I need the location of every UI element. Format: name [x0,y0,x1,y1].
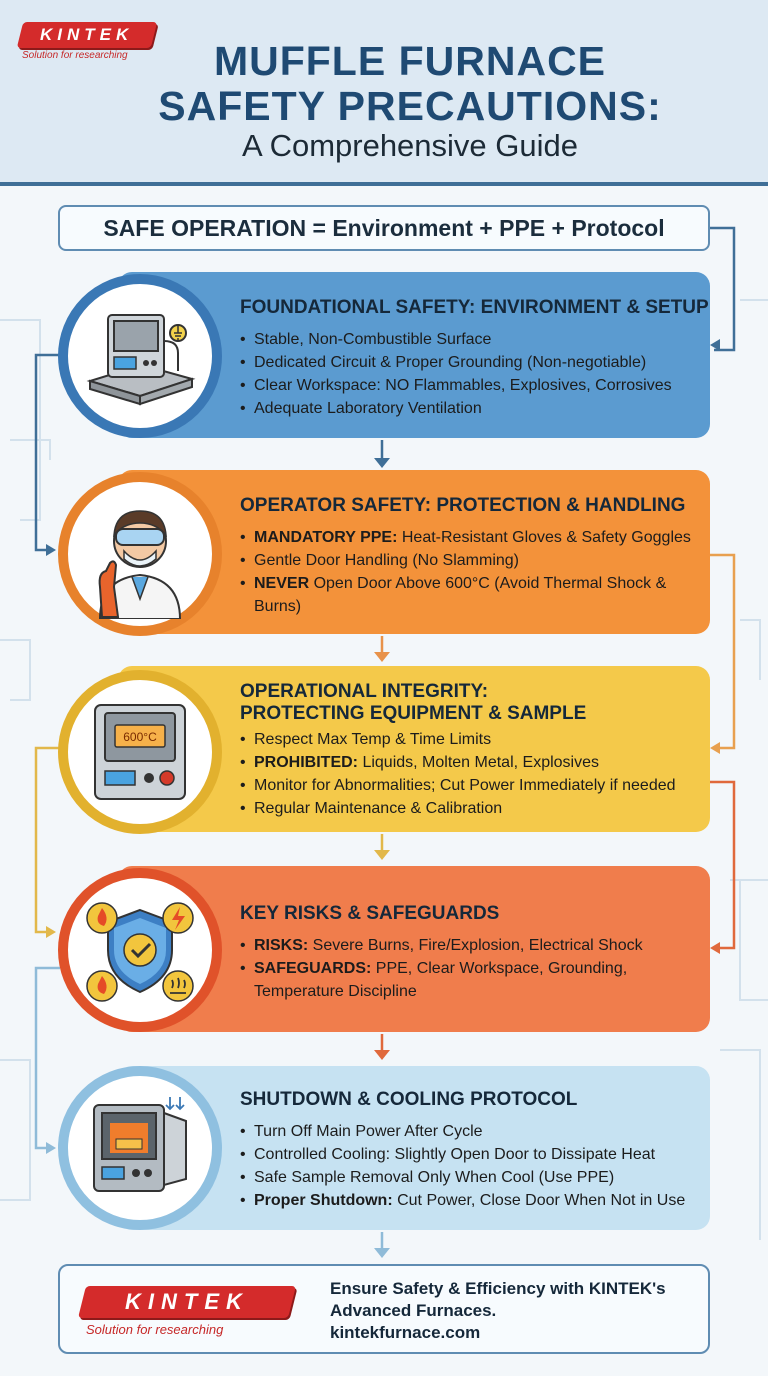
safe-operation-equation: SAFE OPERATION = Environment + PPE + Protocol [58,205,710,251]
page-title-line1: MUFFLE FURNACE [213,38,607,84]
list-item: • Regular Maintenance & Calibration [240,797,710,820]
furnace-controller-icon-circle [58,670,222,834]
list-item: • NEVER Open Door Above 600°C (Avoid Thermal Shock & Burns) [240,572,700,618]
risk-shield-icon-circle [58,868,222,1032]
list-item: • Controlled Cooling: Slightly Open Door to Dissipate Heat [240,1143,710,1166]
section-list [240,934,680,1003]
open-furnace-icon-circle [58,1066,222,1230]
section-title-line2: PROTECTING EQUIPMENT & SAMPLE [240,703,587,724]
section-title: FOUNDATIONAL SAFETY: ENVIRONMENT & SETUP [240,297,709,318]
list-item: • Respect Max Temp & Time Limits [240,728,710,751]
list-item: • Gentle Door Handling (No Slamming) [240,549,700,572]
list-item: • Turn Off Main Power After Cycle [240,1120,710,1143]
list-item: • Stable, Non-Combustible Surface [240,328,700,351]
section-title: OPERATOR SAFETY: PROTECTION & HANDLING [240,495,686,516]
section-list [240,526,700,618]
list-item: • SAFEGUARDS: PPE, Clear Workspace, Grounding, Temperature Discipline [240,957,680,1003]
furnace-ground-icon-circle [58,274,222,438]
footer-banner [58,1264,710,1354]
list-item: • RISKS: Severe Burns, Fire/Explosion, Electrical Shock [240,934,680,957]
section-title: OPERATIONAL INTEGRITY: [240,681,489,702]
logo-badge: KINTEK [17,22,157,48]
section-title: SHUTDOWN & COOLING PROTOCOL [240,1089,578,1110]
logo-tagline: Solution for researching [86,1322,224,1337]
list-item: • MANDATORY PPE: Heat-Resistant Gloves & Safety Goggles [240,526,700,549]
section-title: KEY RISKS & SAFEGUARDS [240,903,500,924]
section-list [240,328,700,420]
logo-tagline: Solution for researching [22,50,128,61]
list-item: • PROHIBITED: Liquids, Molten Metal, Explosives [240,751,710,774]
shield-hazard-icon [80,890,200,1010]
list-item: • Adequate Laboratory Ventilation [240,397,700,420]
logo-badge: KINTEK [78,1286,296,1318]
footer-url-link[interactable]: kintekfurnace.com [330,1323,481,1342]
list-item: • Safe Sample Removal Only When Cool (Use PPE) [240,1166,710,1189]
page-title-line2: SAFETY PRECAUTIONS: [158,83,662,129]
list-item: • Monitor for Abnormalities; Cut Power Immediately if needed [240,774,710,797]
operator-with-goggles-icon [80,489,200,619]
operator-ppe-icon-circle [58,472,222,636]
list-item: • Dedicated Circuit & Proper Grounding (Non-negotiable) [240,351,700,374]
list-item: • Proper Shutdown: Cut Power, Close Door When Not in Use [240,1189,710,1212]
furnace-open-door-cooling-icon [80,1093,200,1203]
list-item: • Clear Workspace: NO Flammables, Explosives, Corrosives [240,374,700,397]
footer-text [330,1278,666,1344]
section-list [240,728,710,820]
section-list [240,1120,710,1212]
furnace-temperature-display-icon [85,697,195,807]
page-subtitle: A Comprehensive Guide [241,128,579,163]
footer-line2: Advanced Furnaces. [330,1301,497,1320]
furnace-on-surface-icon [80,301,200,411]
footer-kintek-logo[interactable] [82,1286,292,1337]
footer-line1: Ensure Safety & Efficiency with KINTEK's [330,1279,666,1298]
temperature-display-value: 600°C [123,730,157,744]
